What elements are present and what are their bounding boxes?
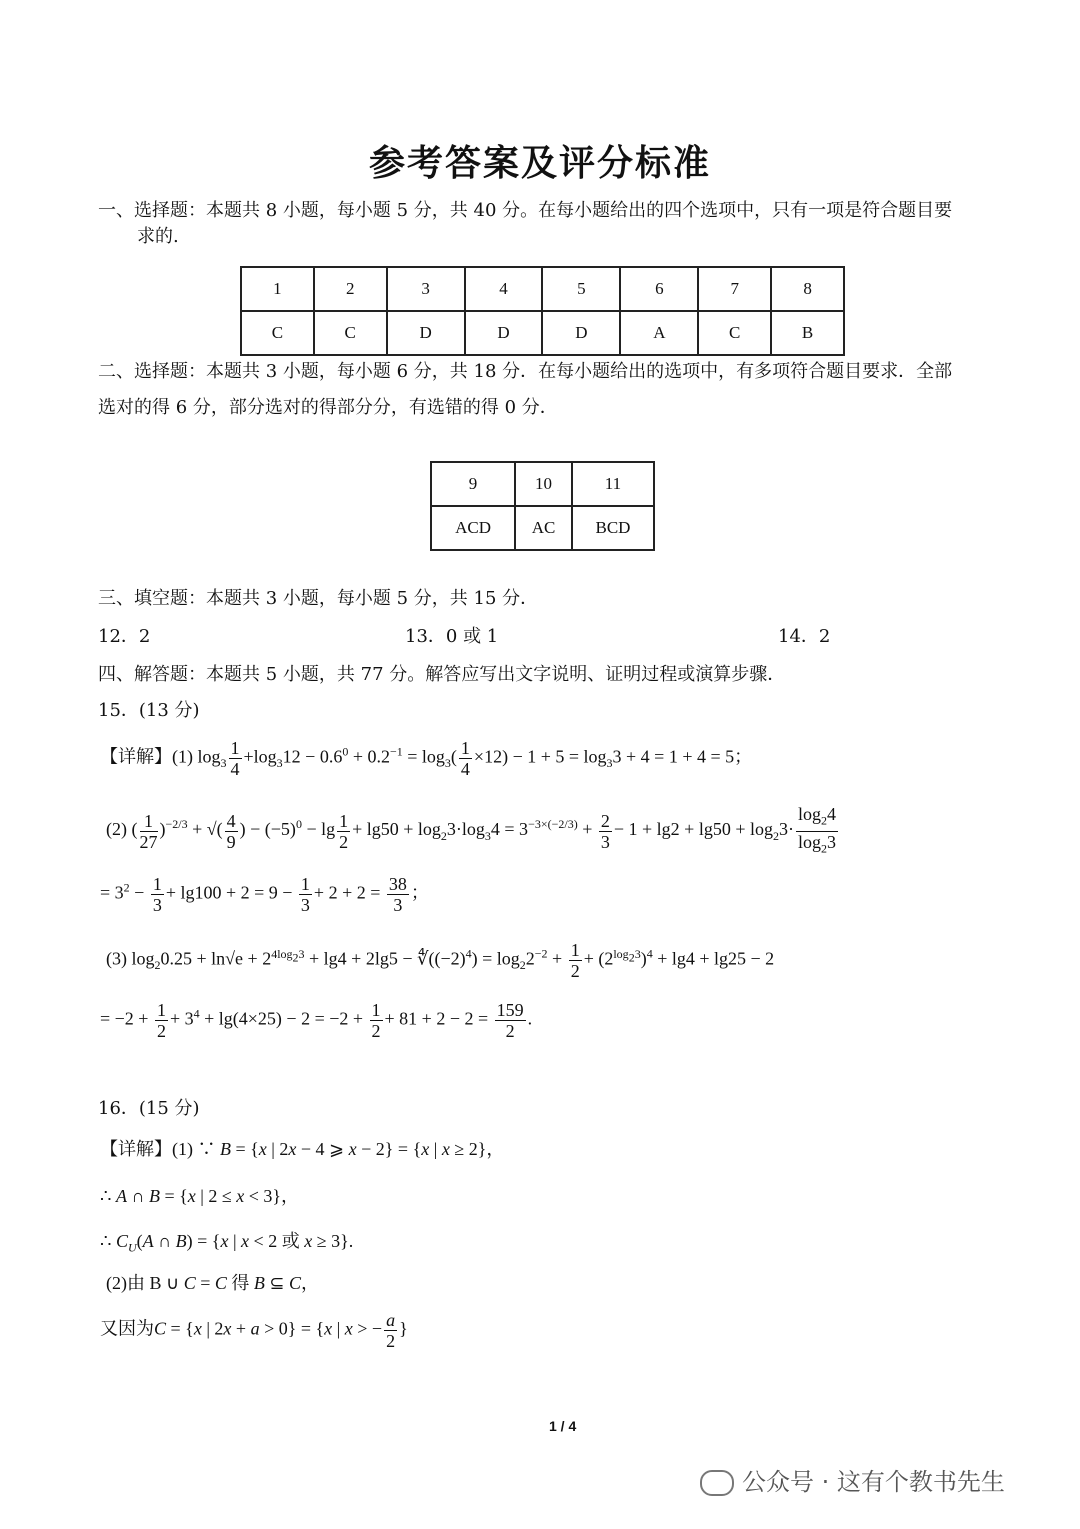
q16-part2-text: 得 [231,1273,250,1293]
answer-14: 14．2 [778,626,831,647]
table-cell: 6 [620,267,698,311]
table-cell: C [241,311,314,355]
section1-heading: 一、选择题：本题共 8 小题，每小题 5 分，共 40 分。在每小题给出的四个选项中，只有一项是符合题目要 [98,200,953,221]
section1-heading-cont: 求的. [137,226,179,247]
q16-part2-label: (2)由 [106,1273,145,1293]
q16-heading: 16．(15 分) [98,1098,200,1119]
table-cell: 5 [542,267,620,311]
table-cell: 8 [771,267,844,311]
answer-12: 12．2 [98,626,151,647]
table-cell: AC [515,506,572,550]
watermark [700,1462,1005,1497]
table-cell: D [465,311,543,355]
q16-part2-line1: (2)由 B ∪ C = C 得 B ⊆ C， [106,1273,319,1293]
q16-part1-line1: 【详解】(1) ∵ B = {x | 2x − 4 ⩾ x − 2} = {x | x ≥ 2}， [100,1139,505,1159]
answer-table-1 [240,266,845,356]
table-cell: ACD [431,506,515,550]
section2-heading-cont: 选对的得 6 分，部分选对的得部分分，有选错的得 0 分． [98,397,558,418]
q15-part2-label: (2) [106,819,127,840]
table-cell: 4 [465,267,543,311]
page-title: 参考答案及评分标准 [368,142,711,184]
page-number: 1 / 4 [549,1418,577,1434]
q16-part2-line2: 又因为C = {x | 2x + a > 0} = {x | x > − $\frac{a}{2}$ } [100,1310,408,1351]
or-text: 或 [281,1231,300,1251]
q16-detail-label: 【详解】(1) [100,1139,193,1159]
q15-part2-equation: (2) ( $\frac{1}{27}$ )$^{-2/3}$ + √( $\frac{4}{9}$ ) − $(-5)^0 - \lg$ $\frac{1}{2}$ + $\lg 50 + \log_23\cdot\log_34 = 3^{-3\times(-2/3)}$ + $\frac{2}{3}$ − $1 + \lg 2 + \lg 50 + \log_23\cdot$ $\frac{\log_24}{\log_23}$ [106,804,836,856]
answer-table-2 [430,461,655,551]
table-cell: 11 [572,462,654,506]
table-cell: C [698,311,771,355]
q15-heading: 15．(13 分) [98,700,200,721]
watermark-text: 公众号 · 这有个教书先生 [742,1468,1005,1496]
q15-detail-label: 【详解】(1) [100,746,193,767]
q15-part3-label: (3) [106,948,127,969]
q16-part1-line3: ∴ $C_U(A$ ∩ B) = {x | x < 2 或 x ≥ 3}. [100,1231,354,1255]
table-cell: BCD [572,506,654,550]
q15-part2-result: = $3^2$ − $\frac{1}{3}$ + lg100 + 2 = 9 − $\frac{1}{3}$ + 2 + 2 = $\frac{38}{3}$ ； [100,874,429,915]
table-cell: 9 [431,462,515,506]
q15-part3-equation: (3) $\log_20.25 + \ln√e + 2^{4log_23} + \lg 4 + 2\lg 5$ − $∜((-2)^4) = \log_22^{-2}$ + $\frac{1}{2}$ + $(2^{log_23})^4 + \lg 4 + \lg 25 - 2$ [106,940,775,981]
table-cell: C [314,311,387,355]
table-cell: 3 [387,267,465,311]
table-cell: 1 [241,267,314,311]
table-cell: D [387,311,465,355]
table-cell: D [542,311,620,355]
q15-part1-equation: 【详解】(1) $\log_3$ $\frac{1}{4}$ $+\log_312 - 0.6^0 + 0.2^{-1} = \log_3$( $\frac{1}{4}$ $\times 12) - 1 + 5 = \log_33 + 4 = 1 + 4 = 5$； [100,738,753,779]
table-cell: 7 [698,267,771,311]
table-cell: B [771,311,844,355]
q16-part1-line2: ∴ A ∩ B = {x | 2 ≤ x < 3}， [100,1186,300,1206]
section2-heading: 二、选择题：本题共 3 小题，每小题 6 分，共 18 分．在每小题给出的选项中，有多项符合题目要求．全部 [98,361,953,382]
section4-heading: 四、解答题：本题共 5 小题，共 77 分。解答应写出文字说明、证明过程或演算步骤． [98,664,786,685]
q16-because-text: 又因为 [100,1318,154,1339]
table-cell: A [620,311,698,355]
table-cell: 2 [314,267,387,311]
table-cell: 10 [515,462,572,506]
answer-13: 13．0 或 1 [405,626,499,647]
wechat-icon [700,1470,734,1496]
section3-heading: 三、填空题：本题共 3 小题，每小题 5 分，共 15 分． [98,588,539,609]
q15-part3-result: = −2 + $\frac{1}{2}$ + $3^4 + \lg(4\times 25) - 2 = -2$ + $\frac{1}{2}$ + 81 + 2 − 2 = $\frac{159}{2}$ . [100,1000,533,1041]
